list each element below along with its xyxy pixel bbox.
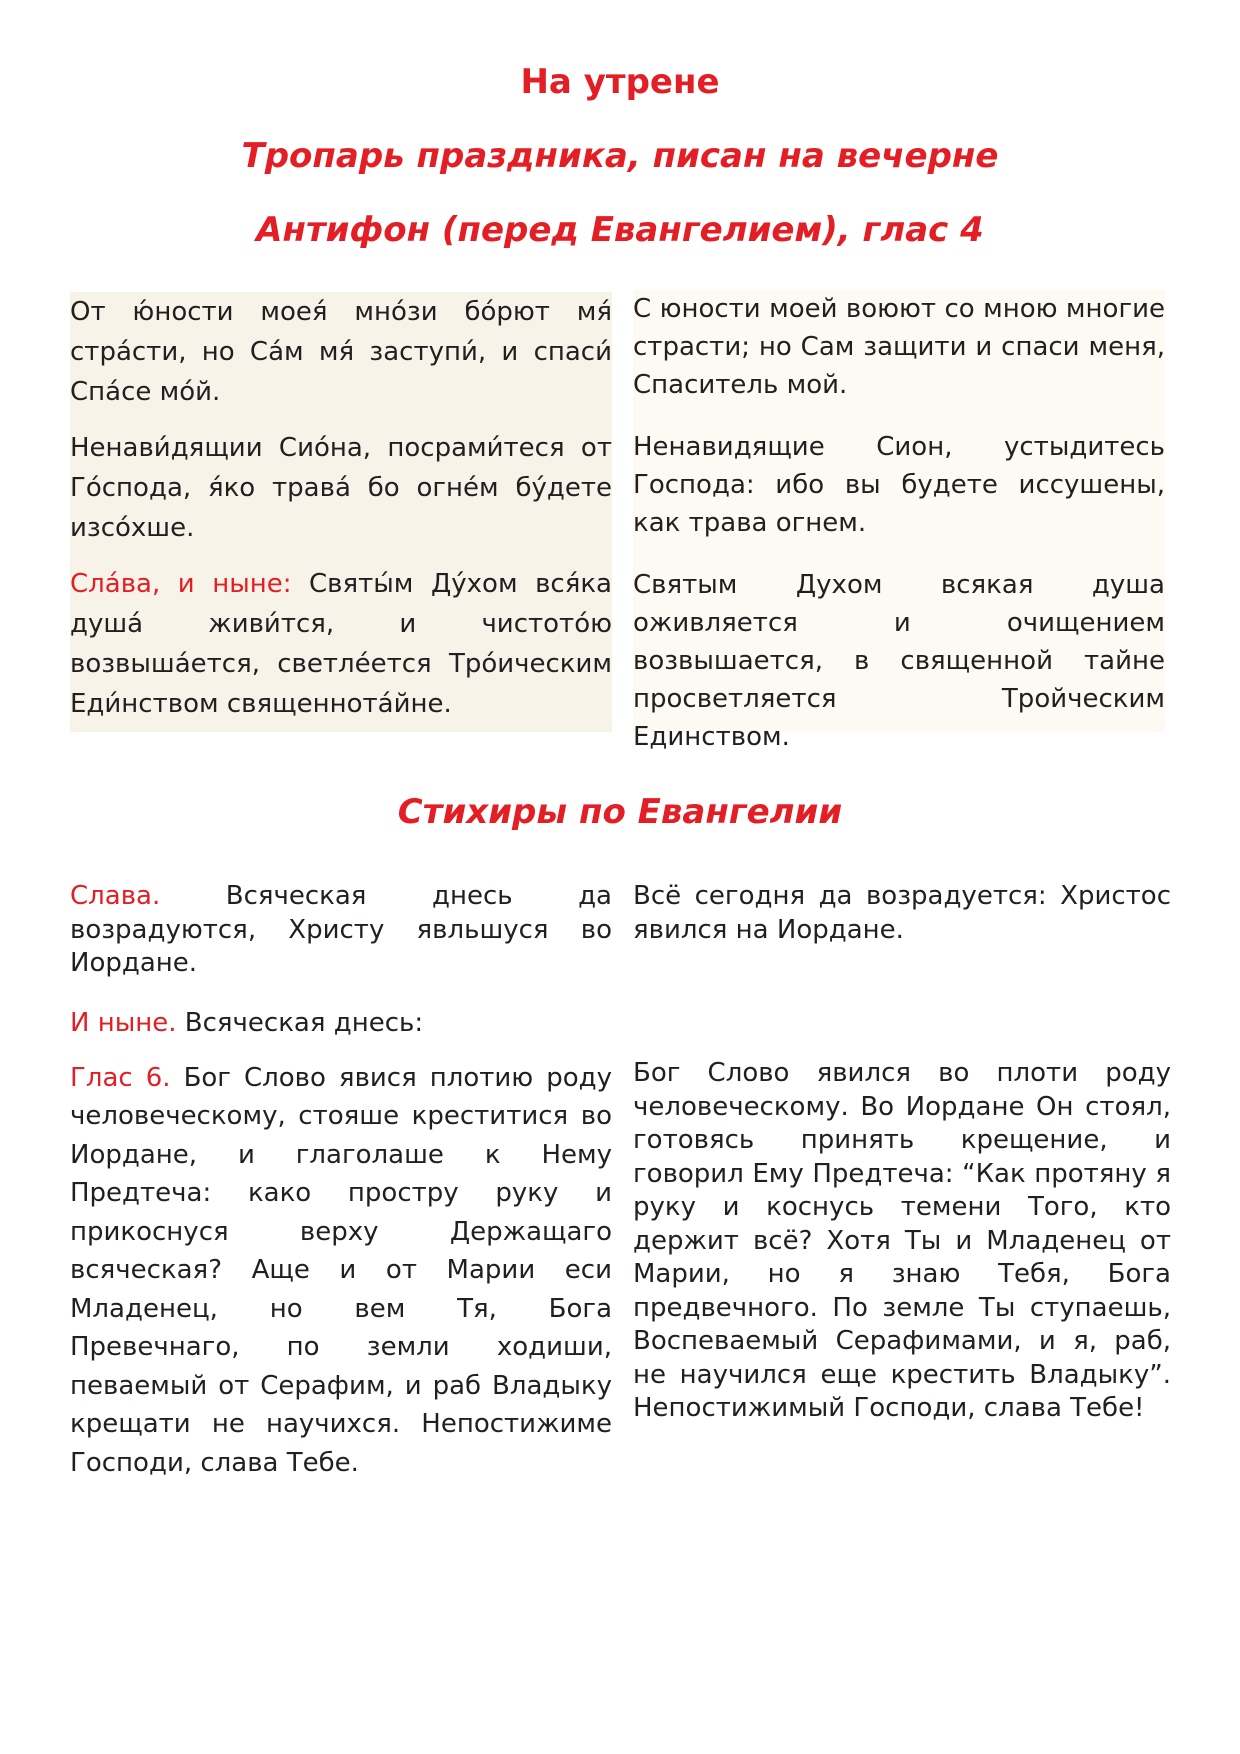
rubric-glory: Слава. <box>70 881 226 911</box>
antiphon-russian-verse-3 <box>633 566 1165 756</box>
heading-matins: На утрене <box>520 62 720 102</box>
verse-text: С юности моей воюют со мною многие страсти; но Сам защити и спаси меня, Спаситель мой. <box>633 294 1165 400</box>
verse-text: Святым Духом всякая душа оживляется и очищением возвышается, в священной тайне просветляется Тройческим Единством. <box>633 570 1165 752</box>
antiphon-slavonic-verse-3 <box>70 564 612 724</box>
rubric-now: И ныне. <box>70 1007 185 1038</box>
rubric-tone-6: Глас 6. <box>70 1062 184 1093</box>
antiphon-slavonic-verse-1 <box>70 292 612 412</box>
antiphon-russian-verse-2 <box>633 428 1165 542</box>
stichera-russian-tone6 <box>633 1057 1171 1426</box>
rubric-glory-now: Сла́ва, и ныне: <box>70 569 310 599</box>
stichera-russian-column <box>633 880 1171 1426</box>
stichera-slavonic-glory <box>70 880 612 981</box>
heading-antiphon: Антифон (перед Евангелием), глас 4 <box>256 210 984 250</box>
verse-text: Всяческая днесь да возрадуются, Христу явльшуся во Иордане. <box>70 881 612 978</box>
verse-text: Ненави́дящии Сио́на, посрами́теся от Го́спода, я́ко трава́ бо огне́м бу́дете изсо́хше. <box>70 433 612 543</box>
verse-text: Святы́м Ду́хом вся́ка душа́ живи́тся, и чистото́ю возвыша́ется, светле́ется Тро́ическим Еди́нством священнота́йне. <box>70 569 612 719</box>
stichera-russian-glory <box>633 880 1171 947</box>
stichera-slavonic-column <box>70 880 612 1482</box>
heading-troparion: Тропарь праздника, писан на вечерне <box>241 136 999 176</box>
verse-text: Бог Слово явися плотию роду человеческому, стояше креститися во Иордане, и глаголаше к Нему Предтеча: како простру руку и прикоснуся верху Держащаго всяческая? Аще и от Марии еси Младенец, но вем Тя, Бога Превечнаго, по земли ходиши, певаемый от Серафим, и раб Владыку крещати не научихся. Непостижиме Господи, слава Тебе. <box>70 1062 612 1478</box>
stichera-slavonic-tone6 <box>70 1059 612 1483</box>
heading-stichera: Стихиры по Евангелии <box>397 792 843 832</box>
antiphon-slavonic-column <box>70 292 612 732</box>
verse-text: Всяческая днесь: <box>184 1007 424 1038</box>
antiphon-russian-column <box>633 290 1165 752</box>
antiphon-slavonic-verse-2 <box>70 428 612 548</box>
stichera-slavonic-now <box>70 1003 612 1043</box>
verse-text: Всё сегодня да возрадуется: Христос явился на Иордане. <box>633 881 1171 945</box>
verse-text: Ненавидящие Сион, устыдитесь Господа: ибо вы будете иссушены, как трава огнем. <box>633 432 1165 538</box>
verse-text: От ю́ности моея́ мно́зи бо́рют мя́ стра́сти, но Са́м мя́ заступи́, и спаси́ Спа́се мо́й. <box>70 297 612 407</box>
antiphon-russian-verse-1 <box>633 290 1165 404</box>
verse-text: Бог Слово явился во плоти роду человеческому. Во Иордане Он стоял, готовясь принять крещение, и говорил Ему Предтеча: “Как протяну я руку и коснусь темени Того, кто держит всё? Хотя Ты и Младенец от Марии, но я знаю Тебя, Бога предвечного. По земле Ты ступаешь, Воспеваемый Серафимами, и я, раб, не научился еще крестить Владыку”. Непостижимый Господи, слава Тебе! <box>633 1058 1171 1423</box>
